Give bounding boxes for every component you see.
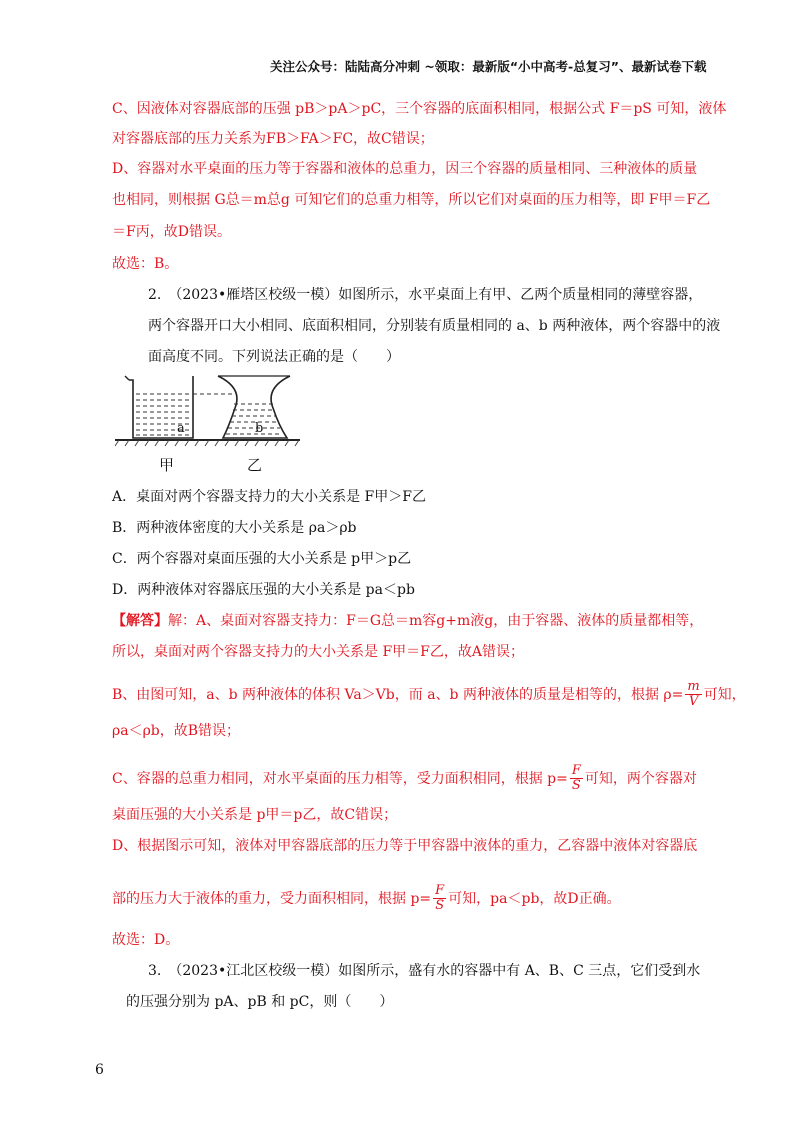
q2-option-a: A．桌面对两个容器支持力的大小关系是 F甲＞F乙 <box>112 489 426 505</box>
q2-stem-line2: 两个容器开口大小相同、底面积相同，分别装有质量相同的 a、b 两种液体，两个容器中的液 <box>148 318 721 334</box>
q3-stem-line2: 的压强分别为 pA、pB 和 pC，则（ ） <box>126 994 394 1010</box>
caption-yi: 乙 <box>247 456 263 474</box>
answer-b-pre: B、由图可知，a、b 两种液体的体积 Va＞Vb，而 a、b 两种液体的质量是相等的，根据 ρ= <box>112 686 684 703</box>
frac-den: S <box>435 898 445 914</box>
frac-num: m <box>687 679 700 694</box>
prev-c-line2: 对容器底部的压力关系为FB＞FA＞FC，故C错误； <box>112 131 434 147</box>
q2-answer-a-line2: 所以，桌面对两个容器支持力的大小关系是 F甲＝F乙，故A错误； <box>112 644 524 660</box>
fraction-p <box>570 764 583 794</box>
q2-choice: 故选：D。 <box>112 932 180 948</box>
frac-den: V <box>688 694 699 710</box>
q2-option-c: C．两个容器对桌面压强的大小关系是 p甲＞p乙 <box>112 551 412 567</box>
prev-d-line2: 也相同，则根据 G总＝m总g 可知它们的总重力相等，所以它们对桌面的压力相等，即 F甲＝F乙 <box>112 192 711 208</box>
page-header: 关注公众号：陆陆高分冲刺 ~领取：最新版“小中高考-总复习”、最新试卷下载 <box>270 59 707 74</box>
q2-answer-d-line2 <box>112 884 621 914</box>
container-yi <box>218 376 290 438</box>
prev-c-line1: C、因液体对容器底部的压强 pB＞pA＞pC，三个容器的底面积相同，根据公式 F＝pS 可知，液体 <box>112 101 727 117</box>
q2-answer-c-line2: 桌面压强的大小关系是 p甲＝p乙，故C错误； <box>112 807 398 823</box>
q2-stem-line1: 2. （2023•雁塔区校级一模）如图所示，水平桌面上有甲、乙两个质量相同的薄壁容器， <box>148 287 703 303</box>
prev-d-line1: D、容器对水平桌面的压力等于容器和液体的总重力，因三个容器的质量相同、三种液体的质量 <box>112 161 698 177</box>
answer-a-text: 解：A、桌面对容器支持力：F＝G总＝m容g+m液g，由于容器、液体的质量都相等， <box>168 613 704 629</box>
answer-tag: 【解答】 <box>112 613 168 629</box>
page-number: 6 <box>95 1062 104 1078</box>
q2-answer-a-line1 <box>112 614 703 628</box>
q3-stem-line1: 3. （2023•江北区校级一模）如图所示，盛有水的容器中有 A、B、C 三点，它们受到水 <box>148 963 701 979</box>
q2-stem-line3: 面高度不同。下列说法正确的是（ ） <box>148 349 400 365</box>
answer-c-post: 可知，两个容器对 <box>584 770 697 787</box>
fraction-p2 <box>433 884 446 914</box>
q2-figure <box>115 368 305 478</box>
label-a: a <box>177 421 185 436</box>
q2-answer-b-line1 <box>112 680 746 710</box>
q2-option-b: B．两种液体密度的大小关系是 ρa＞ρb <box>112 520 357 536</box>
q2-answer-c-line1 <box>112 764 697 794</box>
answer-b-post: 可知， <box>703 686 746 703</box>
label-b: b <box>255 421 264 436</box>
q2-answer-d-line1: D、根据图示可知，液体对甲容器底部的压力等于甲容器中液体的重力，乙容器中液体对容器底 <box>112 838 698 854</box>
prev-d-line3: ＝F丙，故D错误。 <box>112 224 231 240</box>
frac-num: F <box>571 763 581 778</box>
frac-den: S <box>571 778 581 794</box>
fraction-rho <box>685 680 701 710</box>
answer-c-pre: C、容器的总重力相同，对水平桌面的压力相等，受力面积相同，根据 p= <box>112 770 568 787</box>
answer-d-post: 可知，pa＜pb，故D正确。 <box>448 890 621 907</box>
answer-d-pre: 部的压力大于液体的重力，受力面积相同，根据 p= <box>112 890 432 907</box>
containers-diagram <box>115 368 305 474</box>
frac-num: F <box>435 883 445 898</box>
q2-option-d: D．两种液体对容器底压强的大小关系是 pa＜pb <box>112 582 415 598</box>
prev-choice: 故选：B。 <box>112 256 179 272</box>
caption-jia: 甲 <box>159 456 175 474</box>
q2-answer-b-line2: ρa＜ρb，故B错误； <box>112 723 241 739</box>
